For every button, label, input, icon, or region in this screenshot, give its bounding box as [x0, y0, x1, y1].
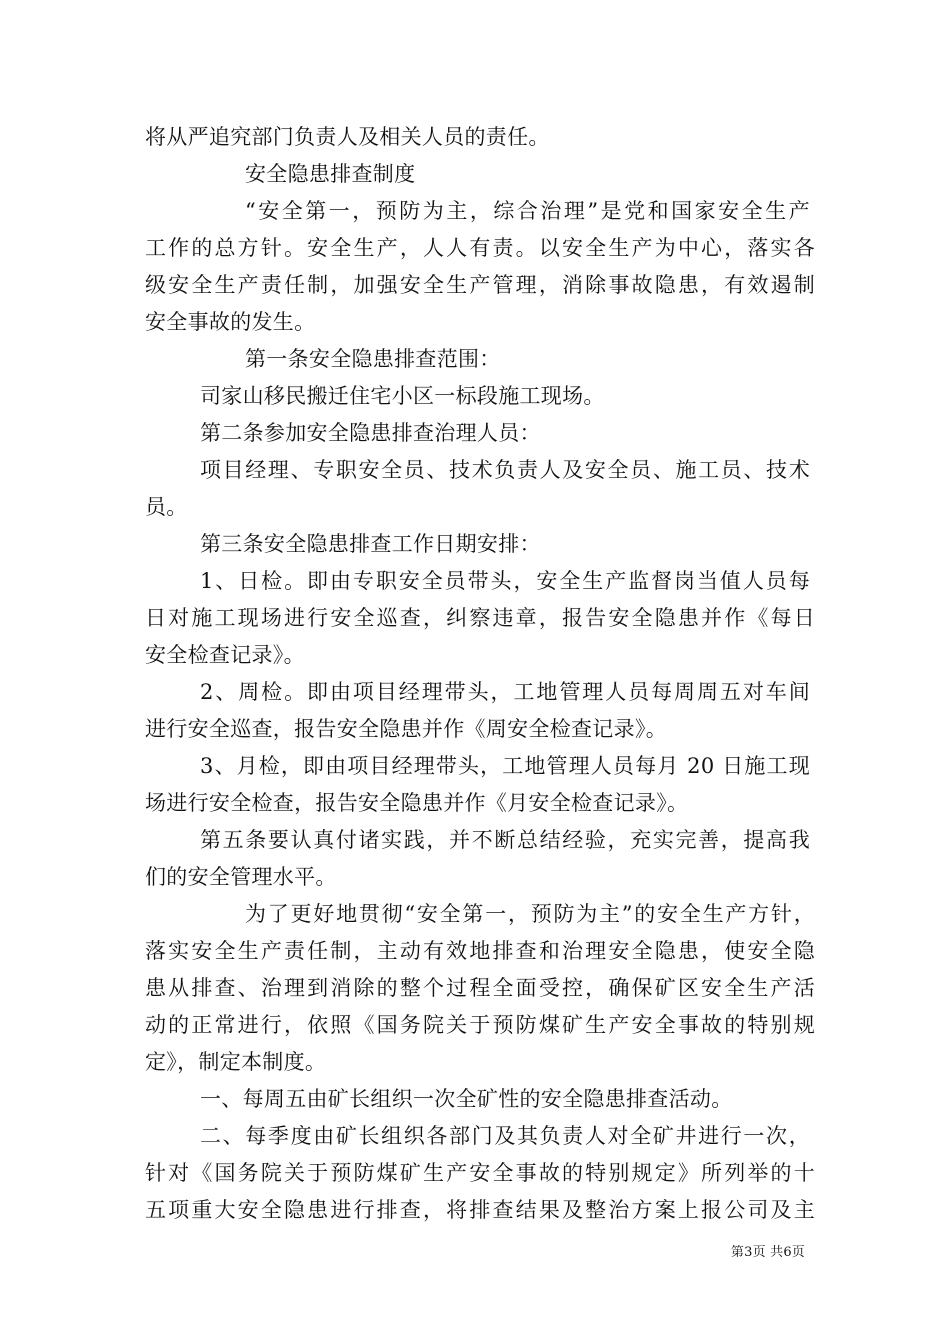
text-line: 为了更好地贯彻“安全第一，预防为主”的安全生产方针， [245, 902, 815, 926]
text-line: 员。 [145, 495, 188, 519]
total-pages-number: 6 [783, 1245, 792, 1260]
text-line: 二、每季度由矿长组织各部门及其负责人对全矿井进行一次， [200, 1124, 810, 1148]
text-line: 患从排查、治理到消除的整个过程全面受控，确保矿区安全生产活 [145, 976, 815, 1000]
page-label-suffix: 页 [791, 1245, 805, 1260]
page-label-middle: 页 共 [752, 1245, 784, 1260]
text-line: “安全第一，预防为主，综合治理”是党和国家安全生产 [245, 199, 810, 223]
text-line: 场进行安全检查，报告安全隐患并作《月安全检查记录》。 [145, 791, 689, 815]
text-line: 司家山移民搬迁住宅小区一标段施工现场。 [200, 384, 605, 408]
text-line: 将从严追究部门负责人及相关人员的责任。 [145, 125, 550, 149]
text-line: 3、月检，即由项目经理带头，工地管理人员每月 20 日施工现 [200, 754, 810, 778]
text-line: 安全检查记录》。 [145, 643, 305, 667]
text-line: 项目经理、专职安全员、技术负责人及安全员、施工员、技术 [200, 458, 810, 482]
text-line: 进行安全巡查，报告安全隐患并作《周安全检查记录》。 [145, 717, 667, 741]
text-line: 第二条参加安全隐患排查治理人员： [200, 421, 541, 445]
section-heading: 安全隐患排查制度 [245, 162, 416, 186]
text-line: 级安全生产责任制，加强安全生产管理，消除事故隐患，有效遏制 [145, 273, 815, 297]
text-line: 日对施工现场进行安全巡查，纠察违章，报告安全隐患并作《每日 [145, 606, 815, 630]
text-line: 1、日检。即由专职安全员带头，安全生产监督岗当值人员每 [200, 569, 810, 593]
text-line: 五项重大安全隐患进行排查，将排查结果及整治方案上报公司及主 [145, 1198, 815, 1222]
current-page-number: 3 [744, 1245, 753, 1260]
text-line: 们的安全管理水平。 [145, 865, 337, 889]
text-line: 2、周检。即由项目经理带头，工地管理人员每周周五对车间 [200, 680, 810, 704]
text-line: 第三条安全隐患排查工作日期安排： [200, 532, 541, 556]
text-line: 定》，制定本制度。 [145, 1050, 327, 1074]
page-label-prefix: 第 [730, 1245, 745, 1260]
text-line: 一、每周五由矿长组织一次全矿性的安全隐患排查活动。 [200, 1087, 733, 1111]
text-line: 动的正常进行，依照《国务院关于预防煤矿生产安全事故的特别规 [145, 1013, 815, 1037]
text-line: 工作的总方针。安全生产，人人有责。以安全生产为中心，落实各 [145, 236, 815, 260]
text-line: 针对《国务院关于预防煤矿生产安全事故的特别规定》所列举的十 [145, 1161, 815, 1185]
text-line: 安全事故的发生。 [145, 310, 316, 334]
text-line: 落实安全生产责任制，主动有效地排查和治理安全隐患，使安全隐 [145, 939, 815, 963]
page-footer [731, 1244, 805, 1262]
text-line: 第五条要认真付诸实践，并不断总结经验，充实完善，提高我 [200, 828, 810, 852]
text-line: 第一条安全隐患排查范围： [245, 347, 501, 371]
